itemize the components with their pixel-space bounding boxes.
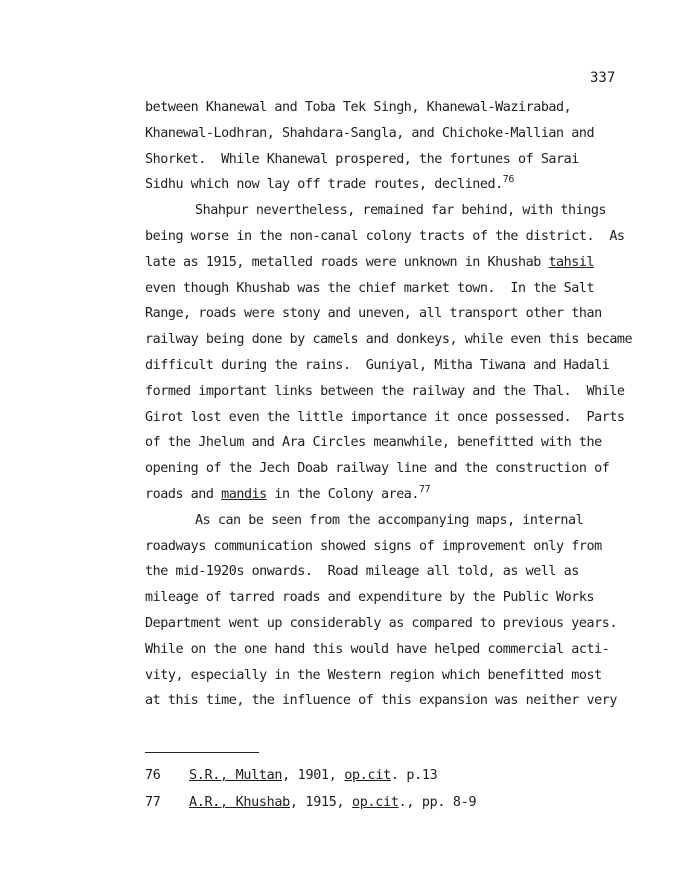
footnote-number: 77 [145,795,161,810]
text-line: formed important links between the railway and the Thal. While [145,383,625,399]
text-line: Girot lost even the little importance it once possessed. Parts [145,409,625,425]
footnote-number: 76 [145,768,161,783]
footnote-source: A.R., Khushab [189,795,290,810]
text-line: Department went up considerably as compared to previous years. [145,615,617,631]
text-line: opening of the Jech Doab railway line and the construction of [145,461,610,477]
text-line: Khanewal-Lodhran, Shahdara-Sangla, and Chichoke-Mallian and [145,125,595,141]
footnote-opcit: op.cit [344,768,391,783]
footnote-text: , 1915, [289,795,353,810]
text-line [145,250,690,276]
text-line: being worse in the non-canal colony tracts of the district. As [145,228,625,244]
text-line [145,482,690,508]
line-text: late as 1915, metalled roads were unknown in Khushab [145,254,549,270]
text-line [145,172,690,198]
text-line: of the Jhelum and Ara Circles meanwhile, benefitted with the [145,435,602,451]
text-line: between Khanewal and Toba Tek Singh, Khanewal-Wazirabad, [145,100,572,115]
text-line: roadways communication showed signs of improvement only from [145,538,602,554]
term-tahsil: tahsil [548,254,595,270]
text-line: difficult during the rains. Guniyal, Mitha Tiwana and Hadali [145,357,610,373]
body-text [145,95,690,714]
footnote-text: , 1901, [282,768,345,783]
text-line: even though Khushab was the chief market town. In the Salt [145,280,595,296]
text-line: While on the one hand this would have helped commercial acti- [145,641,610,657]
line-text: roads and [145,486,222,502]
text-line: Shorket. While Khanewal prospered, the fortunes of Sarai [145,151,579,167]
text-line: at this time, the influence of this expansion was neither very [145,693,617,709]
footnote-divider [145,752,259,753]
line-text: in the Colony area. [266,486,420,502]
footnote-opcit: op.cit [352,795,399,810]
footnote-76 [145,768,437,783]
footnote-text: ., pp. 8-9 [398,795,477,810]
line-text: Sidhu which now lay off trade routes, declined. [145,177,503,193]
term-mandis: mandis [221,486,267,502]
text-line: the mid-1920s onwards. Road mileage all told, as well as [145,564,579,580]
text-line: As can be seen from the accompanying maps, internal [195,512,584,528]
footnote-ref-76: 76 [502,174,514,186]
text-line: vity, especially in the Western region which benefitted most [145,667,602,683]
page-number: 337 [590,70,616,86]
text-line: Shahpur nevertheless, remained far behind, with things [195,203,607,219]
footnote-77 [145,795,476,810]
footnote-source: S.R., Multan [189,768,283,783]
text-line: mileage of tarred roads and expenditure by the Public Works [145,590,595,606]
text-line: Range, roads were stony and uneven, all transport other than [145,306,602,322]
footnote-ref-77: 77 [419,483,431,495]
text-line: railway being done by camels and donkeys, while even this became [145,332,633,348]
footnote-text: . p.13 [390,768,438,783]
